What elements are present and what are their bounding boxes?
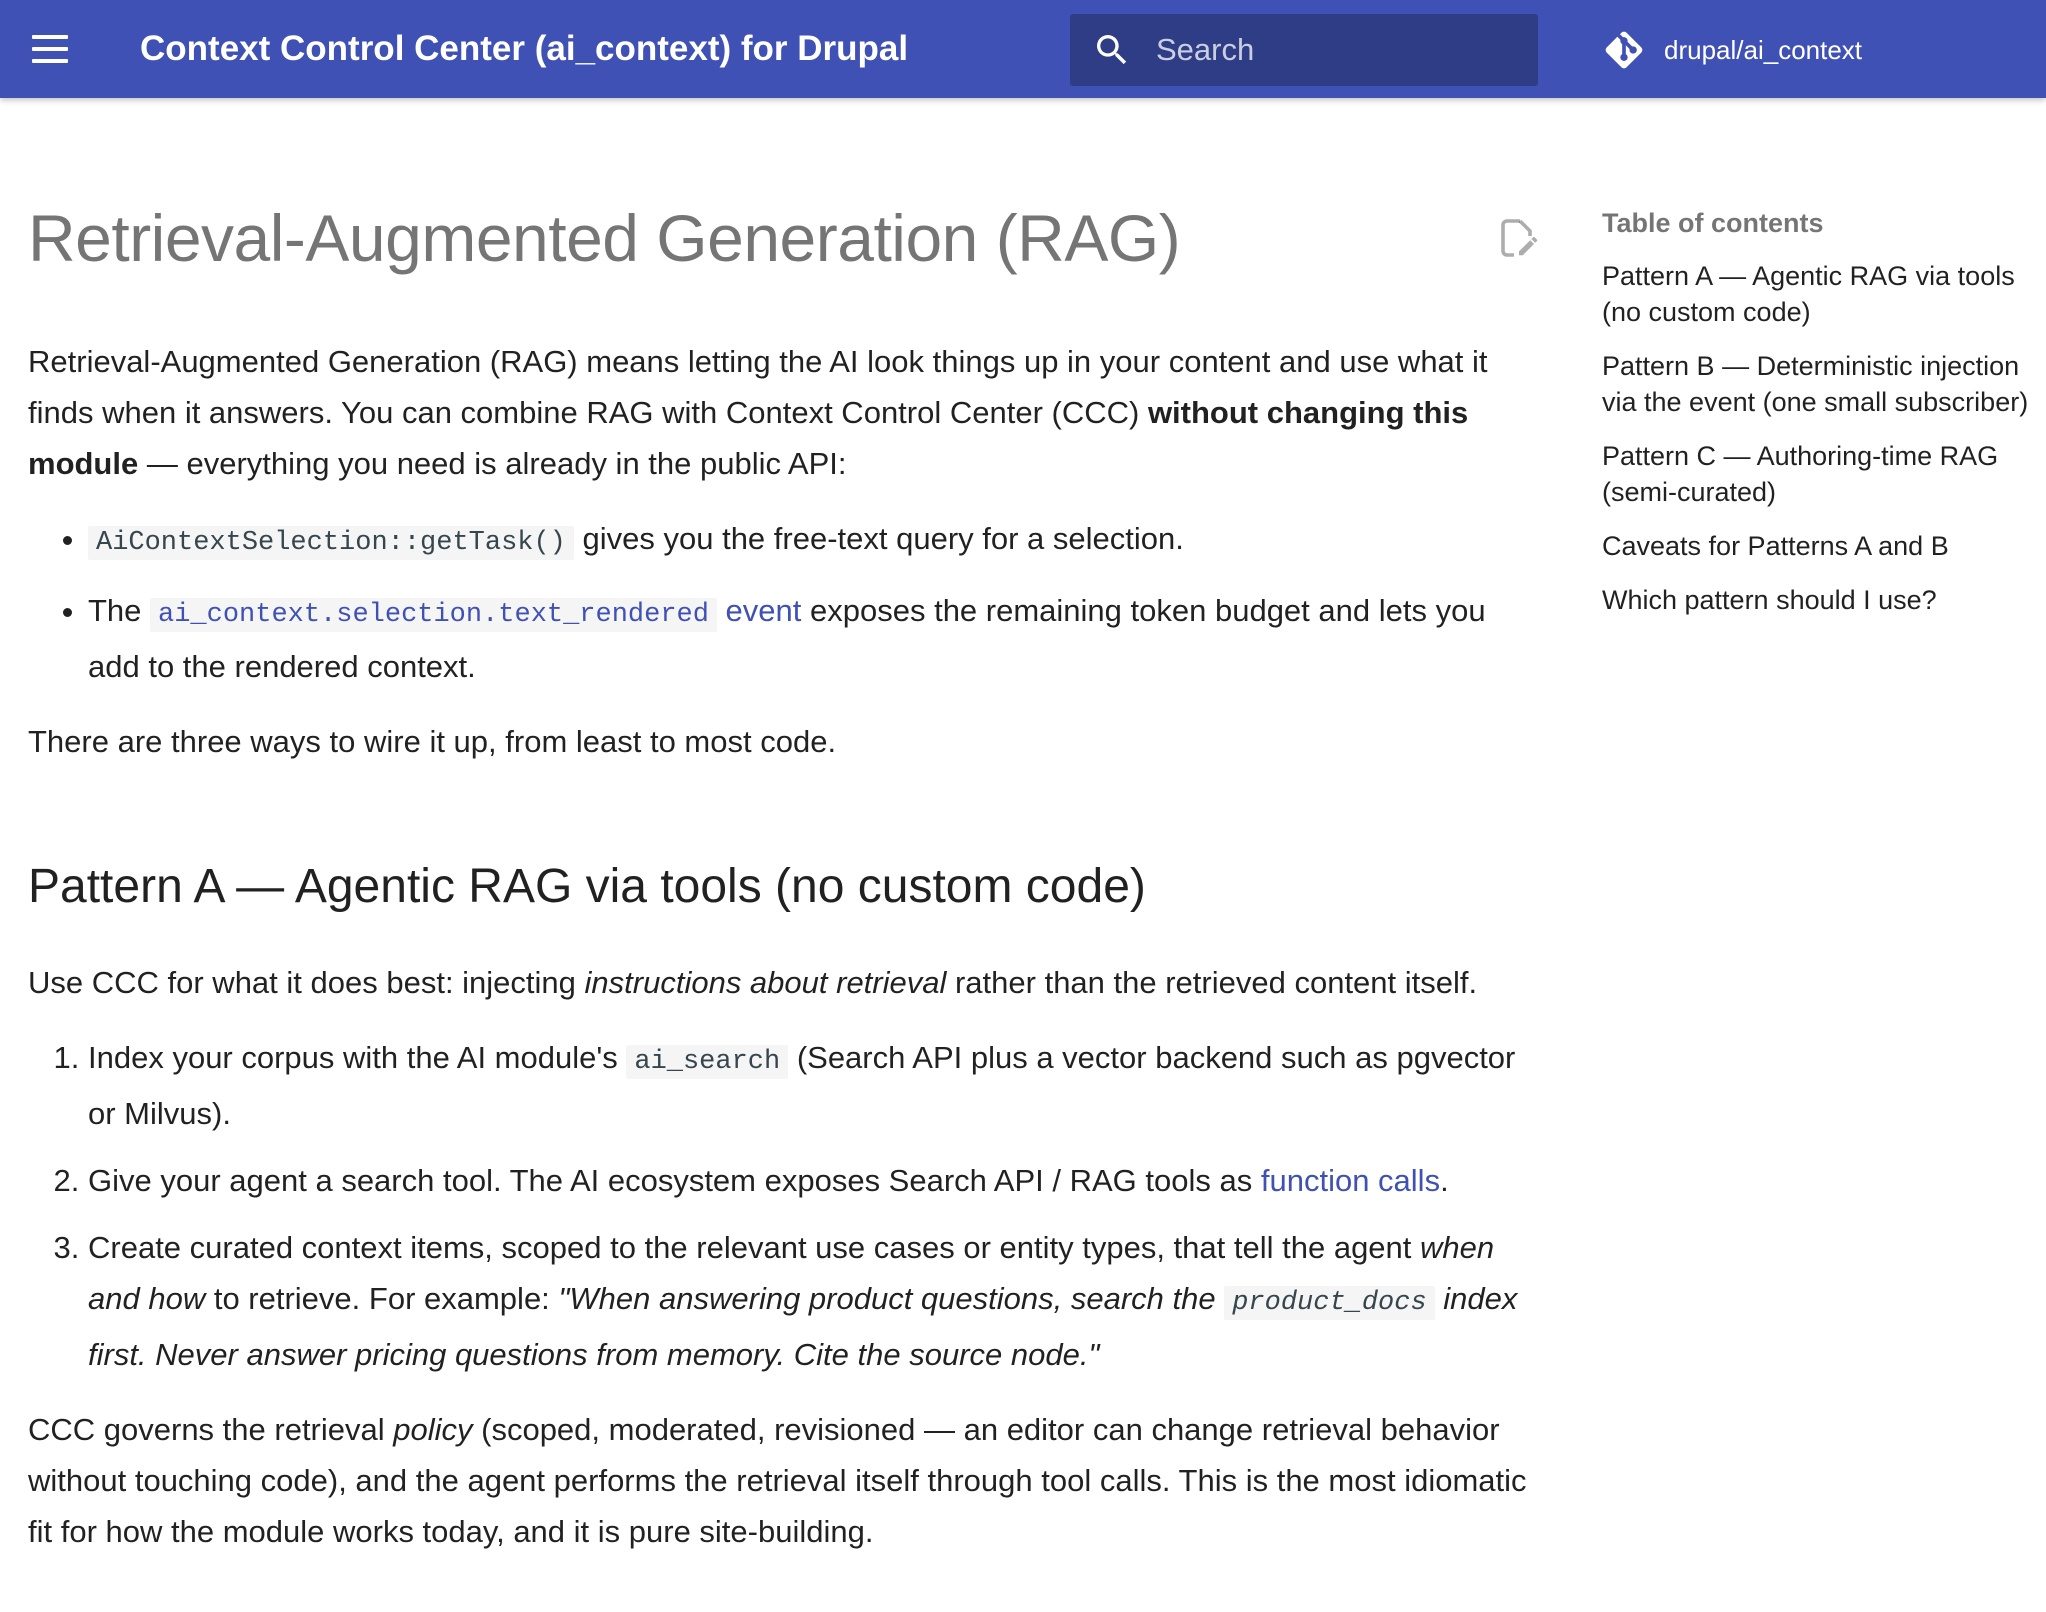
search-icon[interactable] <box>1092 30 1132 70</box>
intro-text-1: Retrieval-Augmented Generation (RAG) means letting the AI look things up in your content and use what it finds when it answers. You can combine RAG with Context Control Center (CCC) <box>28 344 1488 430</box>
inline-code: AiContextSelection::getTask() <box>88 526 574 560</box>
pattern-a-summary-paragraph: CCC governs the retrieval policy (scoped, moderated, revisioned — an editor can change retrieval behavior without touching code), and the agent performs the retrieval itself through tool calls. This is the most idiomatic fit for how the module works today, and it is pure site-building. <box>28 1412 1527 1549</box>
three-ways-paragraph: There are three ways to wire it up, from least to most code. <box>28 724 837 759</box>
table-of-contents <box>1602 200 2042 636</box>
top-header <box>0 0 2046 98</box>
search-box[interactable] <box>1070 14 1538 86</box>
edit-page-icon[interactable] <box>1494 214 1542 262</box>
toc-link-pattern-a[interactable]: Pattern A — Agentic RAG via tools (no custom code) <box>1602 261 2015 327</box>
toc-item <box>1602 528 2042 564</box>
repo-name: drupal/ai_context <box>1664 35 1863 65</box>
page-title: Retrieval-Augmented Generation (RAG) <box>28 201 1181 275</box>
list-item: 1. Index your corpus with the AI module's ai_search (Search API plus a vector backend such as pgvector or Milvus). <box>88 1032 1538 1139</box>
list-item: 2. Give your agent a search tool. The AI ecosystem exposes Search API / RAG tools as function calls. <box>88 1155 1538 1206</box>
site-title[interactable]: Context Control Center (ai_context) for Drupal <box>140 29 909 68</box>
hamburger-menu-icon[interactable] <box>30 31 70 67</box>
pattern-a-steps <box>28 1032 1538 1380</box>
intro-text-2: — everything you need is already in the public API: <box>138 446 847 481</box>
toc-title: Table of contents <box>1602 208 1824 238</box>
main-content <box>28 196 1538 1557</box>
search-input[interactable] <box>1156 14 1516 86</box>
toc-item <box>1602 438 2042 510</box>
inline-code: ai_search <box>626 1045 788 1079</box>
event-link[interactable]: event <box>725 593 802 628</box>
toc-link-which-pattern[interactable]: Which pattern should I use? <box>1602 585 1937 615</box>
toc-item <box>1602 582 2042 618</box>
toc-item <box>1602 348 2042 420</box>
pattern-a-paragraph: Use CCC for what it does best: injecting instructions about retrieval rather than the retrieved content itself. <box>28 965 1478 1000</box>
inline-code: product_docs <box>1224 1286 1434 1320</box>
toc-link-pattern-b[interactable]: Pattern B — Deterministic injection via the event (one small subscriber) <box>1602 351 2029 417</box>
list-item: • The ai_context.selection.text_rendered event exposes the remaining token budget and lets you add to the rendered context. <box>88 585 1538 692</box>
toc-link-caveats[interactable]: Caveats for Patterns A and B <box>1602 531 1949 561</box>
list-item: • AiContextSelection::getTask() gives you the free-text query for a selection. <box>88 513 1538 569</box>
list-item: 3. Create curated context items, scoped to the relevant use cases or entity types, that tell the agent when and how to retrieve. For example: "When answering product questions, search the product_docs index first. Never answer pricing questions from memory. Cite the source node." <box>88 1222 1538 1380</box>
git-icon <box>1602 28 1646 72</box>
event-code-link[interactable]: ai_context.selection.text_rendered <box>150 593 717 628</box>
function-calls-link[interactable]: function calls <box>1260 1163 1441 1198</box>
section-heading-pattern-a: Pattern A — Agentic RAG via tools (no custom code) <box>28 860 1146 913</box>
api-bullet-list <box>28 513 1538 692</box>
intro-bold: without changing this module <box>28 395 1469 481</box>
intro-paragraph <box>28 336 1538 489</box>
toc-link-pattern-c[interactable]: Pattern C — Authoring-time RAG (semi-curated) <box>1602 441 1999 507</box>
toc-item <box>1602 258 2042 330</box>
